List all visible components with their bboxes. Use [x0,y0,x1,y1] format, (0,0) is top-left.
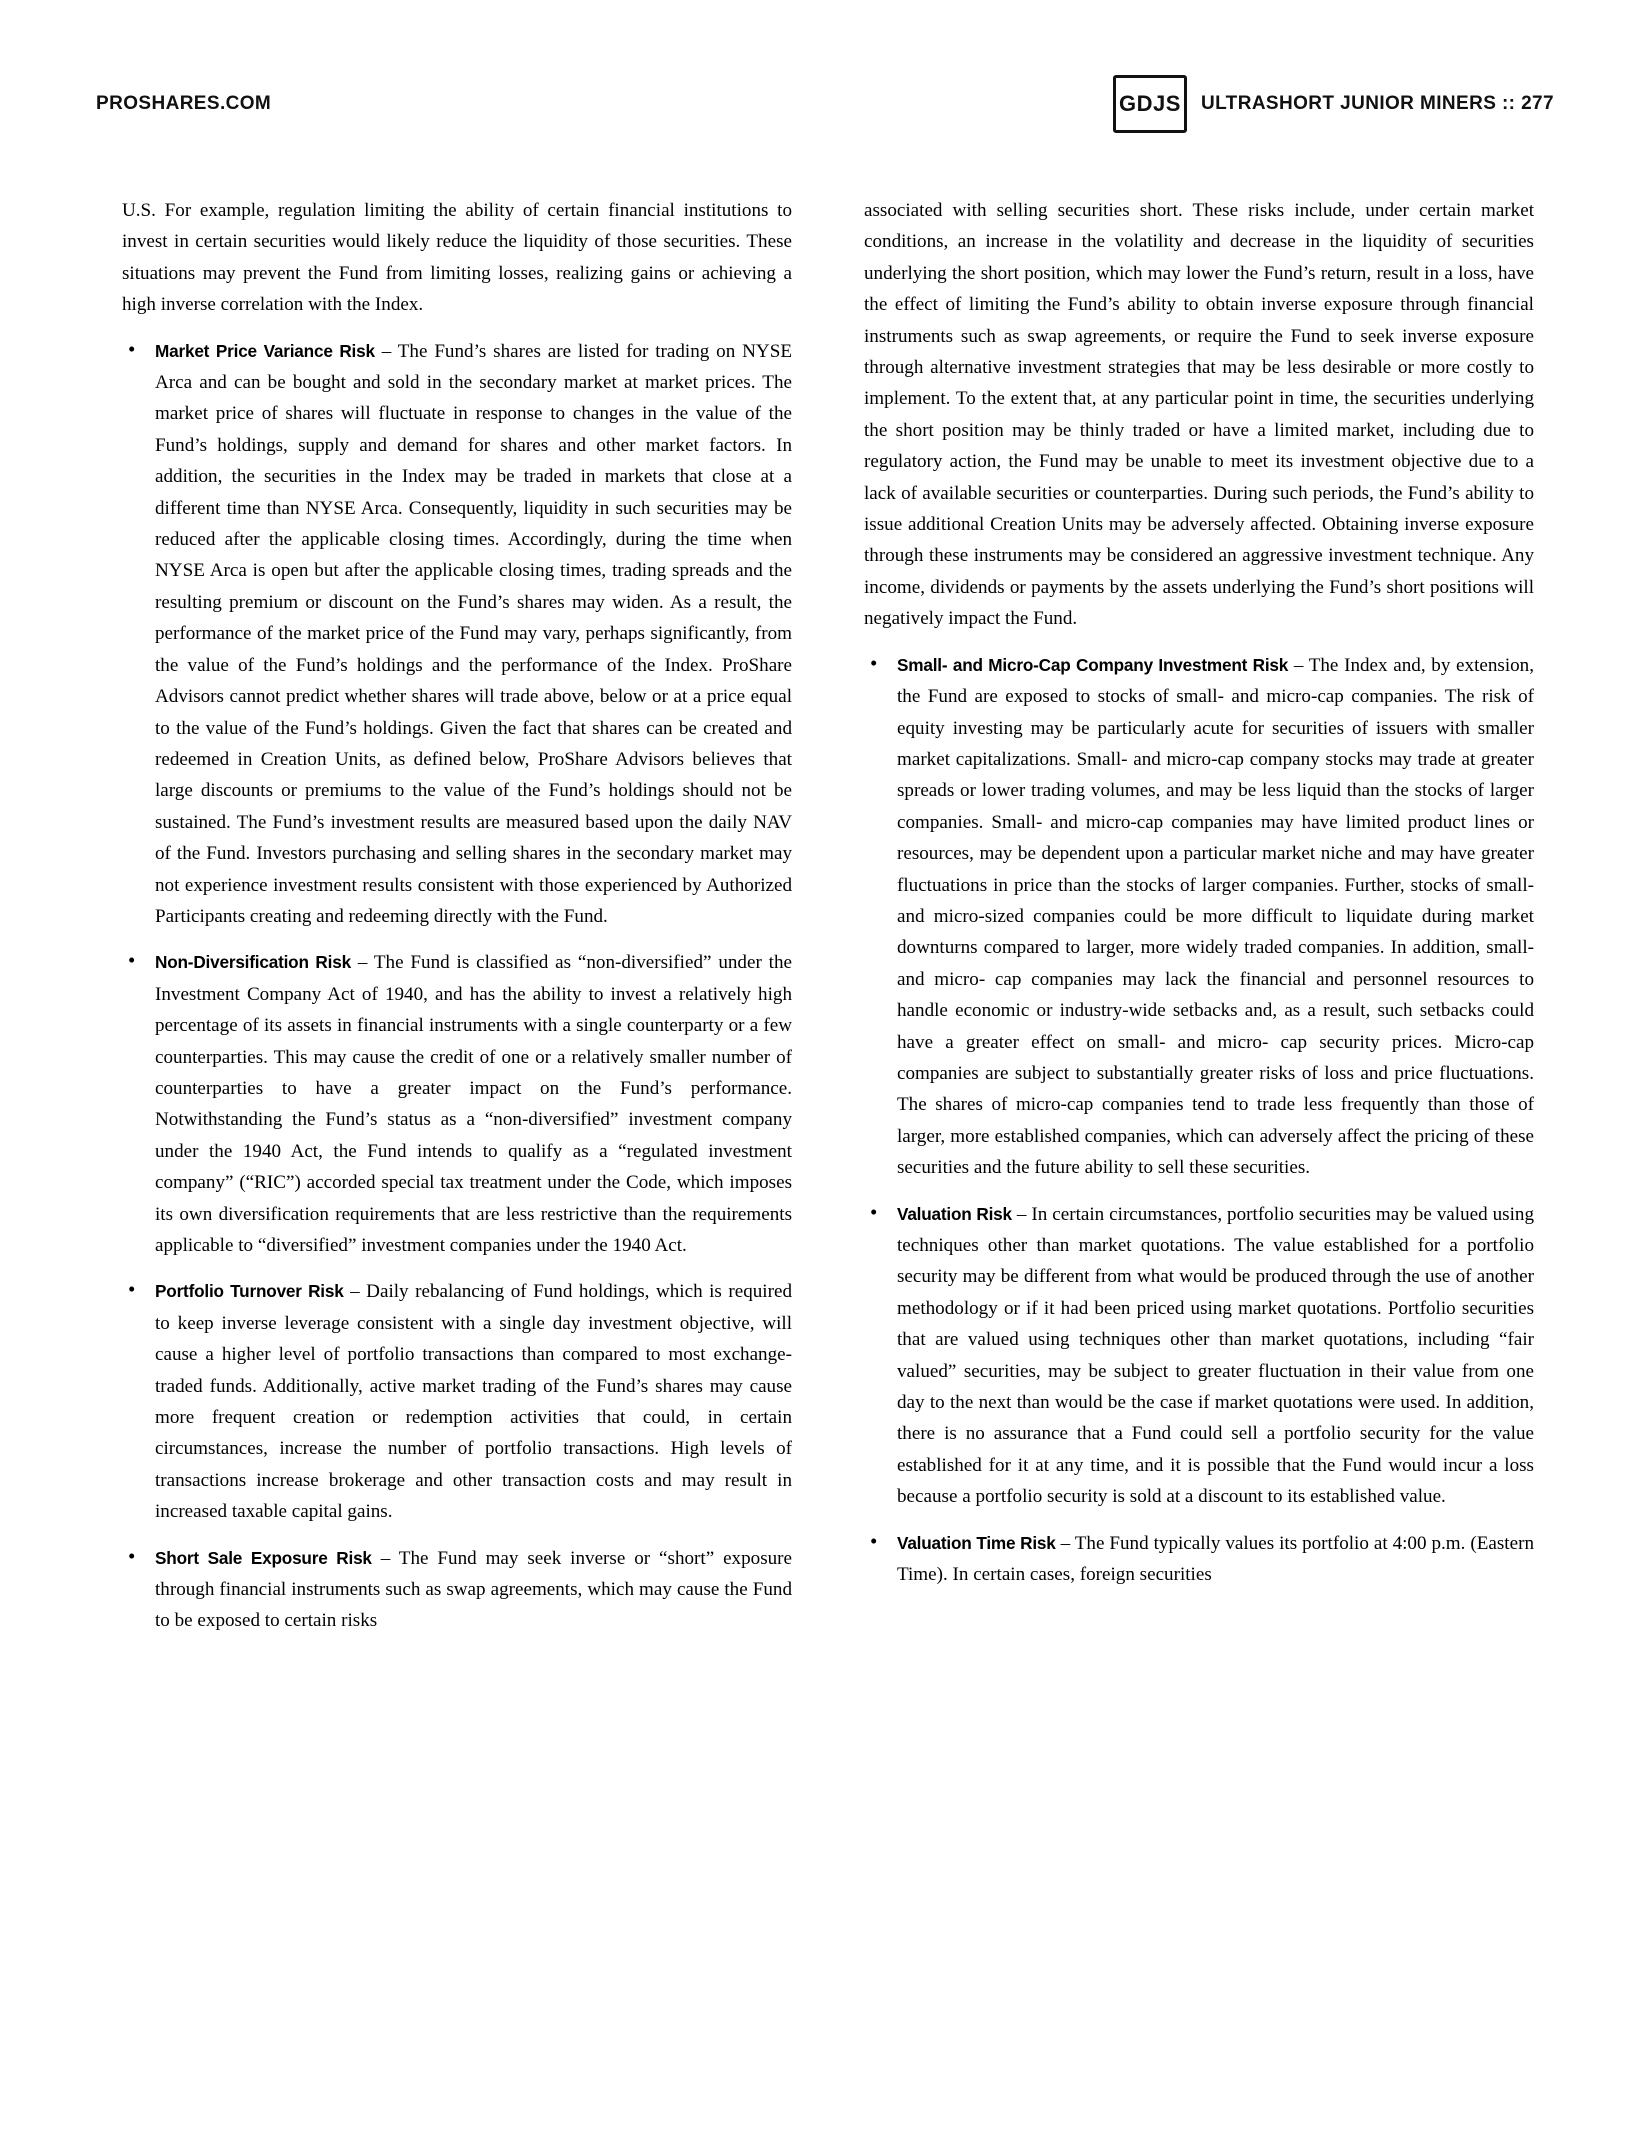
risk-text: – Daily rebalancing of Fund holdings, which is required to keep inverse leverage consistent with a single day investment objective, will cause a higher level of portfolio transactions than compared to most exchange-traded funds. Additionally, active market trading of the Fund’s shares may cause more frequent creation or redemption activities that could, in certain circumstances, increase the number of portfolio transactions. High levels of transactions increase brokerage and other transaction costs and may result in increased taxable capital gains. [155,1281,792,1523]
list-item [122,947,792,1261]
risk-term: Valuation Time Risk [897,1532,1056,1553]
list-item [122,1543,792,1637]
risk-text: – The Index and, by extension, the Fund are exposed to stocks of small- and micro-cap companies. The risk of equity investing may be particularly acute for securities of issuers with smaller market capitalizations. Small- and micro-cap company stocks may trade at greater spreads or lower trading volumes, and may be less liquid than the stocks of larger companies. Small- and micro-cap companies may have limited product lines or resources, may be dependent upon a particular market niche and may have greater fluctuations in price than the stocks of larger companies. Further, stocks of small- and micro-sized companies could be more difficult to liquidate during market downturns compared to larger, more widely traded companies. In addition, small- and micro- cap companies may lack the financial and personnel resources to handle economic or industry-wide setbacks and, as a result, such setbacks could have a greater effect on small- and micro- cap security prices. Micro-cap companies are subject to substantially greater risks of loss and price fluctuations. The shares of micro-cap companies tend to trade less frequently than those of larger, more established companies, which can adversely affect the pricing of these securities and the future ability to sell these securities. [897,654,1534,1179]
risk-term: Non-Diversification Risk [155,952,351,973]
page-header [96,76,1554,132]
left-risk-list [122,336,792,1637]
list-item [864,650,1534,1184]
fund-ticker-badge: GDJS [1113,75,1187,133]
site-url: PROSHARES.COM [96,93,272,114]
right-column [864,195,1534,1637]
risk-text: – The Fund may seek inverse or “short” exposure through financial instruments such as swap agreements, which may cause the Fund to be exposed to certain risks [155,1547,793,1632]
risk-text: – In certain circumstances, portfolio securities may be valued using techniques other than market quotations. The value established for a portfolio security may be different from what would be produced through the use of another methodology or if it had been priced using market quotations. Portfolio securities that are valued using techniques other than market quotations, including “fair valued” securities, may be subject to greater fluctuation in their value from one day to the next than would be the case if market quotations were used. In addition, there is no assurance that a Fund could sell a portfolio security for the value established for it at any time, and it is possible that the Fund would incur a loss because a portfolio security is sold at a discount to its established value. [897,1203,1535,1508]
risk-text: – The Fund typically values its portfolio at 4:00 p.m. (Eastern Time). In certain cases, foreign securities [897,1532,1534,1586]
risk-term: Small- and Micro-Cap Company Investment Risk [897,654,1289,675]
intro-paragraph: U.S. For example, regulation limiting the ability of certain financial institutions to invest in certain securities would likely reduce the liquidity of those securities. These situations may prevent the Fund from limiting losses, realizing gains or achieving a high inverse correlation with the Index. [122,200,792,316]
risk-term: Valuation Risk [897,1203,1012,1224]
two-column-body [122,195,1534,1637]
continuation-paragraph: associated with selling securities short. These risks include, under certain market conditions, an increase in the volatility and decrease in the liquidity of securities underlying the short position, which may lower the Fund’s return, result in a loss, have the effect of limiting the Fund’s ability to obtain inverse exposure through financial instruments such as swap agreements, or require the Fund to seek inverse exposure through alternative investment strategies that may be less desirable or more costly to implement. To the extent that, at any particular point in time, the securities underlying the short position may be thinly traded or have a limited market, including due to regulatory action, the Fund may be unable to meet its investment objective due to a lack of available securities or counterparties. During such periods, the Fund’s ability to issue additional Creation Units may be adversely affected. Obtaining inverse exposure through these instruments may be considered an aggressive investment technique. Any income, dividends or payments by the assets underlying the Fund’s short positions will negatively impact the Fund. [864,200,1534,630]
header-right-group [1113,75,1554,133]
list-item [122,336,792,933]
left-column [122,195,792,1637]
risk-term: Short Sale Exposure Risk [155,1547,372,1568]
list-item [864,1528,1534,1591]
fund-name-and-page: ULTRASHORT JUNIOR MINERS :: 277 [1200,93,1554,114]
risk-text: – The Fund’s shares are listed for trading on NYSE Arca and can be bought and sold in the secondary market at market prices. The market price of shares will fluctuate in response to changes in the value of the Fund’s holdings, supply and demand for shares and other market factors. In addition, the securities in the Index may be traded in markets that close at a different time than NYSE Arca. Consequently, liquidity in such securities may be reduced after the applicable closing times. Accordingly, during the time when NYSE Arca is open but after the applicable closing times, trading spreads and the resulting premium or discount on the Fund’s shares may widen. As a result, the performance of the market price of the Fund may vary, perhaps significantly, from the value of the Fund’s holdings and the performance of the Index. ProShare Advisors cannot predict whether shares will trade above, below or at a price equal to the value of the Fund’s holdings. Given the fact that shares can be created and redeemed in Creation Units, as defined below, ProShare Advisors believes that large discounts or premiums to the value of the Fund’s holdings should not be sustained. The Fund’s investment results are measured based upon the daily NAV of the Fund. Investors purchasing and selling shares in the secondary market may not experience investment results consistent with those experienced by Authorized Participants creating and redeeming directly with the Fund. [155,340,792,927]
list-item [864,1199,1534,1513]
risk-text: – The Fund is classified as “non-diversified” under the Investment Company Act of 1940, and has the ability to invest a relatively high percentage of its assets in financial instruments with a single counterparty or a few counterparties. This may cause the credit of one or a relatively smaller number of counterparties to have a greater impact on the Fund’s performance. Notwithstanding the Fund’s status as a “non-diversified” investment company under the 1940 Act, the Fund intends to qualify as a “regulated investment company” (“RIC”) accorded special tax treatment under the Code, which imposes its own diversification requirements that are less restrictive than the requirements applicable to “diversified” investment companies under the 1940 Act. [155,952,792,1256]
list-item [122,1276,792,1527]
risk-term: Portfolio Turnover Risk [155,1281,344,1302]
risk-term: Market Price Variance Risk [155,340,375,361]
right-risk-list [864,650,1534,1591]
